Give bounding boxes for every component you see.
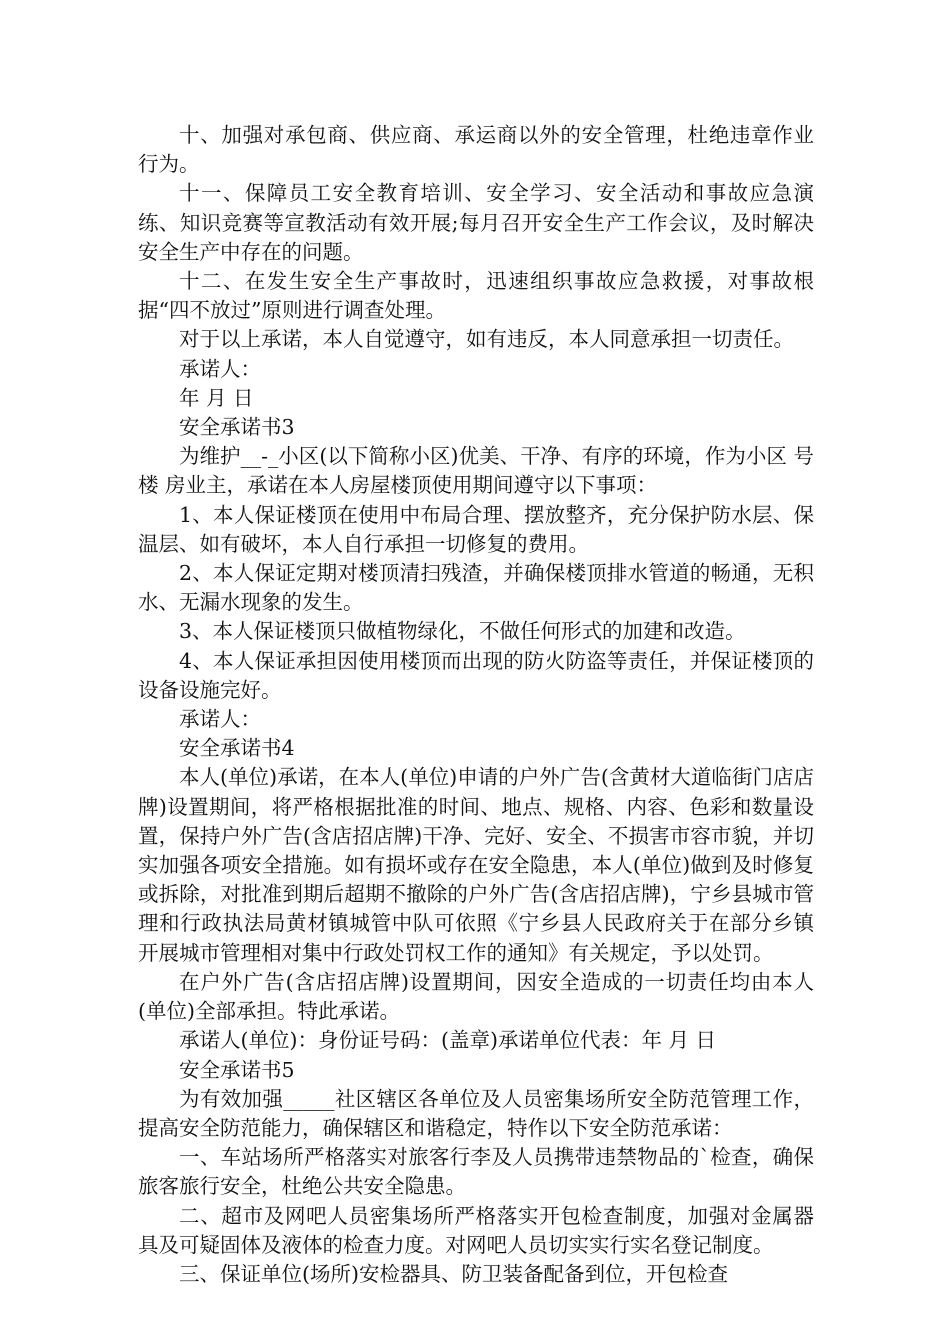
section-title-3: 安全承诺书3 xyxy=(179,415,295,440)
paragraph-item-5-1: 一、车站场所严格落实对旅客行李及人员携带违禁物品的`检查，确保旅客旅行安全，杜绝公共安全隐患。 xyxy=(138,1145,814,1199)
section-title-4: 安全承诺书4 xyxy=(179,736,295,761)
date-line: 年 月 日 xyxy=(179,385,254,410)
section-title-5: 安全承诺书5 xyxy=(179,1057,295,1082)
paragraph-pledge-statement: 对于以上承诺，本人自觉遵守，如有违反，本人同意承担一切责任。 xyxy=(179,327,794,352)
paragraph-item-3-3: 3、本人保证楼顶只做植物绿化，不做任何形式的加建和改造。 xyxy=(179,619,746,644)
paragraph-intro-5: 为有效加强_____社区辖区各单位及人员密集场所安全防范管理工作，提高安全防范能力，确保辖区和谐稳定，特作以下安全防范承诺： xyxy=(138,1086,814,1140)
paragraph-item-12: 十二、在发生安全生产事故时，迅速组织事故应急救援，对事故根据“四不放过”原则进行调查处理。 xyxy=(138,269,814,323)
paragraph-item-10: 十、加强对承包商、供应商、承运商以外的安全管理，杜绝违章作业行为。 xyxy=(138,123,814,177)
paragraph-item-11: 十一、保障员工安全教育培训、安全学习、安全活动和事故应急演练、知识竞赛等宣教活动有效开展;每月召开安全生产工作会议，及时解决安全生产中存在的问题。 xyxy=(138,181,814,264)
paragraph-item-3-2: 2、本人保证定期对楼顶清扫残渣，并确保楼顶排水管道的畅通，无积水、无漏水现象的发生。 xyxy=(138,561,814,615)
signature-label: 承诺人： xyxy=(179,356,261,381)
signature-line-4: 承诺人(单位)：身份证号码：(盖章)承诺单位代表：年 月 日 xyxy=(179,1028,717,1053)
paragraph-item-3-4: 4、本人保证承担因使用楼顶而出现的防火防盗等责任，并保证楼顶的设备设施完好。 xyxy=(138,648,814,702)
paragraph-item-3-1: 1、本人保证楼顶在使用中布局合理、摆放整齐，充分保护防水层、保温层、如有破坏，本人自行承担一切修复的费用。 xyxy=(138,502,814,556)
signature-label: 承诺人： xyxy=(179,707,261,732)
paragraph-body-4: 本人(单位)承诺，在本人(单位)申请的户外广告(含黄材大道临街门店店牌)设置期间，将严格根据批准的时间、地点、规格、内容、色彩和数量设置，保持户外广告(含店招店牌)干净、完好、安全、不损害市容市貌，并切实加强各项安全措施。如有损坏或存在安全隐患，本人(单位)做到及时修复或拆除，对批准到期后超期不撤除的户外广告(含店招店牌)，宁乡县城市管理和行政执法局黄材镇城管中队可依照《宁乡县人民政府关于在部分乡镇开展城市管理相对集中行政处罚权工作的通知》有关规定，予以处罚。 xyxy=(138,765,814,965)
document-body xyxy=(138,121,814,1289)
paragraph-liability-4: 在户外广告(含店招店牌)设置期间，因安全造成的一切责任均由本人(单位)全部承担。特此承诺。 xyxy=(138,969,814,1024)
paragraph-item-5-2: 二、超市及网吧人员密集场所严格落实开包检查制度，加强对金属器具及可疑固体及液体的检查力度。对网吧人员切实实行实名登记制度。 xyxy=(138,1203,814,1257)
paragraph-item-5-3: 三、保证单位(场所)安检器具、防卫装备配备到位，开包检查 xyxy=(179,1261,728,1286)
paragraph-intro-3: 为维护__-_小区(以下简称小区)优美、干净、有序的环境，作为小区 号楼 房业主，承诺在本人房屋楼顶使用期间遵守以下事项： xyxy=(138,444,814,498)
